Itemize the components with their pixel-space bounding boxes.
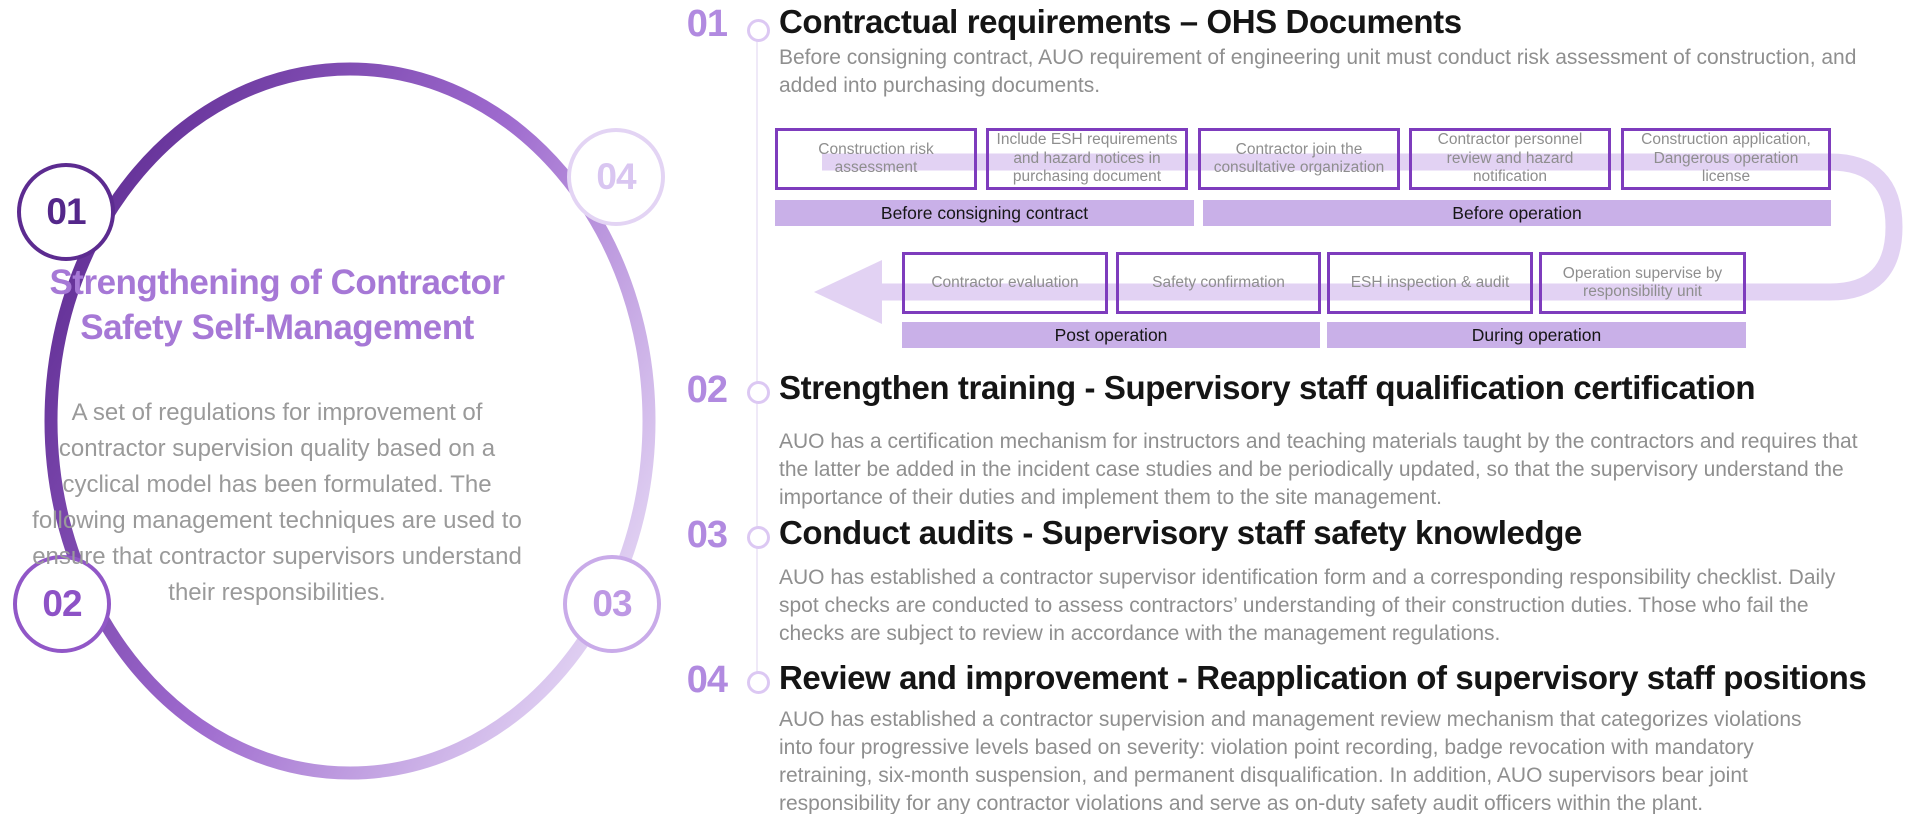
- section-02-body: AUO has a certification mechanism for instructors and teaching materials taught by the contractors and requires that the latter be added in the incident case studies and be periodically updated, so that the supervisory understand the importance of their duties and implement them to the site management.: [779, 430, 1858, 509]
- cycle-badge-01-label: 01: [46, 191, 86, 232]
- ohs-process-flow: [770, 95, 1911, 353]
- section-02-title: Strengthen training - Supervisory staff qualification certification: [779, 369, 1756, 406]
- section-03-title: Conduct audits - Supervisory staff safety knowledge: [779, 514, 1582, 551]
- section-04-title: Review and improvement - Reapplication of supervisory staff positions: [779, 659, 1867, 696]
- section-03-body: AUO has established a contractor supervisor identification form and a corresponding responsibility checklist. Daily spot checks are conducted to assess contractors’ understanding of their construction duties. Those who fail the checks are subject to review in accordance with the management regulations.: [779, 566, 1836, 645]
- cycle-badge-04: [567, 128, 665, 226]
- flow-stage-before-operation: Before operation: [1203, 200, 1831, 226]
- flow-stage-before-consigning: Before consigning contract: [775, 200, 1194, 226]
- timeline-bullet-01: [747, 19, 770, 42]
- flow-stage-during-operation: During operation: [1327, 322, 1746, 348]
- flow-box-operation-license: Construction application, Dangerous operation license: [1621, 128, 1831, 190]
- section-01-body: Before consigning contract, AUO requirement of engineering unit must conduct risk assessment of construction, and added into purchasing documents.: [779, 46, 1857, 97]
- flow-arrowhead-icon: [814, 260, 882, 324]
- flow-box-esh-requirements: Include ESH requirements and hazard notices in purchasing document: [986, 128, 1188, 190]
- section-01-number: 01: [686, 3, 727, 45]
- cycle-badge-01: [17, 163, 115, 261]
- section-04-number: 04: [686, 659, 727, 701]
- cycle-badge-03: [563, 555, 661, 653]
- timeline-bullet-02: [747, 381, 770, 404]
- cycle-description: A set of regulations for improvement of contractor supervision quality based on a cyclical model has been formulated. The following management techniques are used to ensure that contractor supervisors understand their responsibilities.: [32, 399, 522, 606]
- timeline-bullet-04: [747, 671, 770, 694]
- cycle-title-line2: Safety Self-Management: [80, 308, 474, 347]
- cycle-title: [17, 260, 537, 350]
- cycle-badge-02-label: 02: [42, 583, 82, 624]
- flow-box-esh-inspection: ESH inspection & audit: [1327, 252, 1533, 314]
- section-02-number: 02: [686, 369, 727, 411]
- section-04-body: AUO has established a contractor supervision and management review mechanism that categorizes violations into four progressive levels based on severity: violation point recording, badge revocation with mandatory retraining, six-month suspension, and permanent disqualification. In addition, AUO supervisors bear joint responsibility for any contractor violations and serve as on-duty safety audit officers within the plant.: [779, 708, 1802, 814]
- section-03-number: 03: [686, 514, 727, 556]
- cycle-title-line1: Strengthening of Contractor: [49, 263, 505, 302]
- flow-box-personnel-review: Contractor personnel review and hazard notification: [1409, 128, 1611, 190]
- flow-stage-post-operation: Post operation: [902, 322, 1320, 348]
- cycle-badge-04-label: 04: [596, 156, 636, 197]
- flow-box-contractor-evaluation: Contractor evaluation: [902, 252, 1108, 314]
- flow-box-risk-assessment: Construction risk assessment: [775, 128, 977, 190]
- flow-box-safety-confirmation: Safety confirmation: [1116, 252, 1321, 314]
- flow-box-operation-supervise: Operation supervise by responsibility unit: [1539, 252, 1746, 314]
- cycle-badge-03-label: 03: [592, 583, 632, 624]
- timeline-connector-line: [756, 36, 758, 678]
- flow-box-consultative-org: Contractor join the consultative organization: [1198, 128, 1400, 190]
- section-01-title: Contractual requirements – OHS Documents: [779, 3, 1462, 40]
- timeline-bullet-03: [747, 526, 770, 549]
